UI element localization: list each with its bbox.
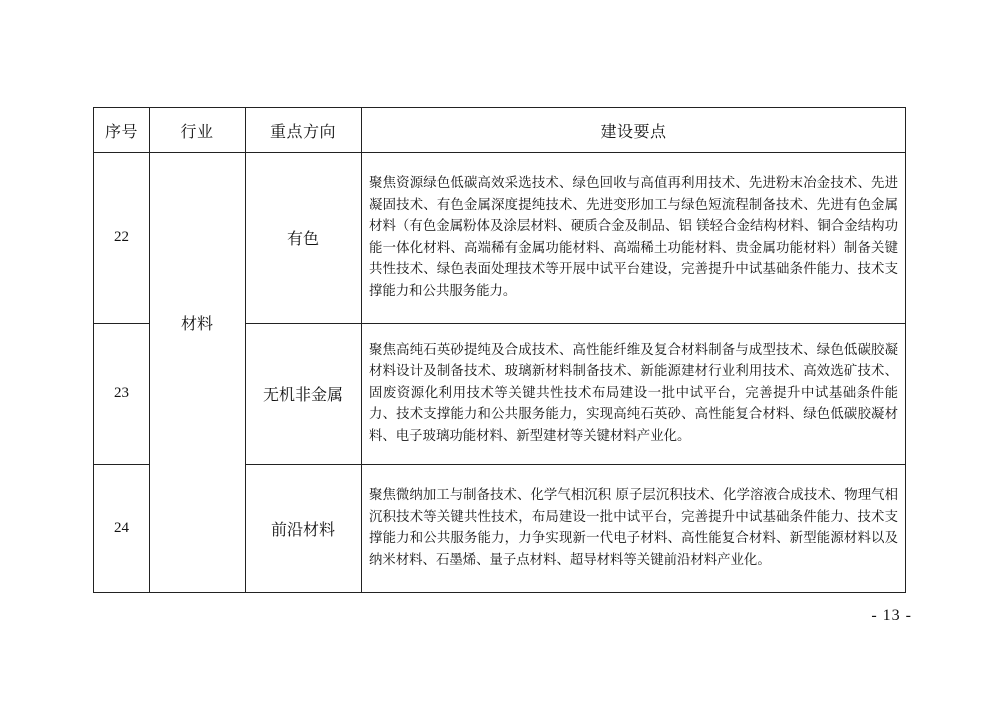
- row-points-text: 聚焦高纯石英砂提纯及合成技术、高性能纤维及复合材料制备与成型技术、绿色低碳胶凝材料设计及制备技术、玻璃新材料制备技术、新能源建材行业利用技术、高效选矿技术、固废资源化利用技术等关键共性技术布局建设一批中试平台，完善提升中试基础条件能力、技术支撑能力和公共服务能力，实现高纯石英砂、高性能复合材料、绿色低碳胶凝材料、电子玻璃功能材料、新型建材等关键材料产业化。: [369, 342, 898, 444]
- header-direction: 重点方向: [269, 121, 336, 141]
- header-industry: 行业: [180, 121, 214, 141]
- row-seq: 24: [114, 519, 129, 536]
- row-seq: 22: [114, 229, 129, 245]
- construction-points-table: [93, 107, 906, 593]
- header-points: 建设要点: [600, 121, 667, 141]
- page-number: - 13 -: [871, 607, 912, 624]
- row-direction: 前沿材料: [270, 519, 335, 539]
- row-points: [361, 152, 906, 323]
- row-seq: 23: [114, 385, 129, 401]
- row-direction: 无机非金属: [262, 385, 343, 404]
- industry-cell: 材料: [180, 313, 213, 333]
- row-points-text: 聚焦微纳加工与制备技术、化学气相沉积 原子层沉积技术、化学溶液合成技术、物理气相沉积技术等关键共性技术，布局建设一批中试平台，完善提升中试基础条件能力、技术支撑能力和公共服务能力，力争实现新一代电子材料、高性能复合材料、新型能源材料以及纳米材料、石墨烯、量子点材料、超导材料等关键前沿材料产业化。: [369, 488, 898, 568]
- row-direction: 有色: [286, 229, 319, 248]
- row-points-text: 聚焦资源绿色低碳高效采选技术、绿色回收与高值再利用技术、先进粉末冶金技术、先进凝固技术、有色金属深度提纯技术、先进变形加工与绿色短流程制备技术、先进有色金属材料（有色金属粉体及涂层材料、硬质合金及制品、铝 镁轻合金结构材料、铜合金结构功能一体化材料、高端稀有金属功能材料、高端稀土功能材料、贵金属功能材料）制备关键共性技术、绿色表面处理技术等开展中试平台建设，完善提升中试基础条件能力、技术支撑能力和公共服务能力。: [369, 176, 898, 299]
- row-points: [361, 464, 906, 592]
- row-points: [361, 323, 906, 464]
- header-seq: 序号: [104, 121, 138, 141]
